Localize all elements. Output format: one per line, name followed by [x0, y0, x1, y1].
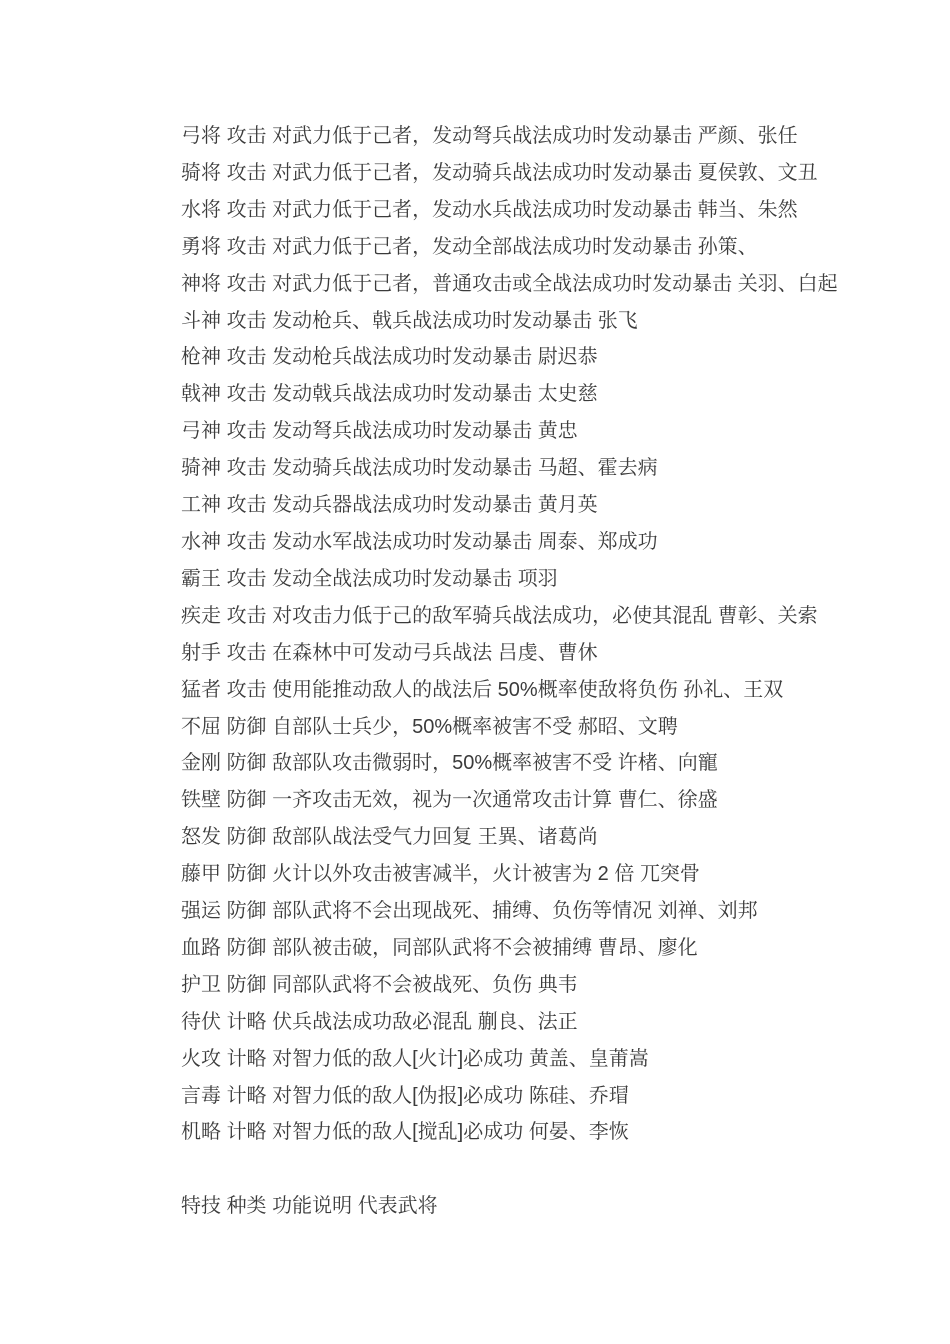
skill-generals: 韩当、朱然: [697, 198, 798, 221]
skill-category: 攻击: [226, 678, 267, 701]
skill-row: [181, 967, 881, 1004]
skill-category: 计略: [226, 1047, 267, 1070]
skill-description: 发动骑兵战法成功时发动暴击: [272, 457, 533, 480]
skill-name: 弓神: [181, 420, 221, 443]
skill-description: 对武力低于己者，普通攻击或全战法成功时发动暴击: [272, 272, 733, 295]
skill-generals: 刘禅、刘邦: [657, 900, 758, 923]
skill-name: 言毒: [181, 1084, 221, 1107]
skill-category: 攻击: [226, 383, 267, 406]
skill-row: [181, 782, 881, 819]
skill-description: 对武力低于己者，发动全部战法成功时发动暴击: [272, 235, 693, 258]
skill-category: 防御: [226, 826, 267, 849]
skill-name: 戟神: [181, 383, 221, 406]
skill-row: [181, 635, 881, 672]
skill-name: 铁壁: [181, 789, 221, 812]
skill-name: 水神: [181, 530, 221, 553]
skill-category: 攻击: [226, 198, 267, 221]
skill-table: [181, 118, 881, 1151]
skill-category: 防御: [226, 752, 267, 775]
skill-row: [181, 376, 881, 413]
skill-row: [181, 303, 881, 340]
skill-row: [181, 819, 881, 856]
skill-generals: 蒯良、法正: [477, 1010, 578, 1033]
skill-description: 对智力低的敌人[搅乱]必成功: [272, 1121, 524, 1144]
skill-generals: 何晏、李恢: [528, 1121, 629, 1144]
skill-category: 防御: [226, 973, 267, 996]
skill-generals: 夏侯敦、文丑: [697, 161, 818, 184]
skill-row: [181, 893, 881, 930]
skill-category: 防御: [226, 715, 267, 738]
skill-description: 对武力低于己者，发动骑兵战法成功时发动暴击: [272, 161, 693, 184]
skill-row: [181, 1114, 881, 1151]
skill-row: [181, 856, 881, 893]
skill-description: 对智力低的敌人[火计]必成功: [272, 1047, 524, 1070]
blank-line: [181, 1151, 881, 1188]
skill-description: 部队被击破，同部队武将不会被捕缚: [272, 936, 593, 959]
skill-row: [181, 266, 881, 303]
skill-category: 攻击: [226, 457, 267, 480]
skill-name: 金刚: [181, 752, 221, 775]
skill-generals: 曹彰、关索: [717, 604, 818, 627]
skill-row: [181, 598, 881, 635]
skill-name: 枪神: [181, 346, 221, 369]
skill-generals: 许楮、向寵: [617, 752, 718, 775]
skill-generals: 黄月英: [537, 494, 598, 517]
skill-category: 攻击: [226, 161, 267, 184]
skill-row: [181, 672, 881, 709]
skill-row: [181, 192, 881, 229]
skill-name: 弓将: [181, 125, 221, 147]
skill-name: 机略: [181, 1121, 221, 1144]
skill-description: 发动兵器战法成功时发动暴击: [272, 494, 533, 517]
skill-name: 不屈: [181, 715, 221, 738]
skill-category: 攻击: [226, 641, 267, 664]
skill-category: 攻击: [226, 420, 267, 443]
skill-row: [181, 339, 881, 376]
skill-row: [181, 930, 881, 967]
skill-description: 发动戟兵战法成功时发动暴击: [272, 383, 533, 406]
skill-name: 骑神: [181, 457, 221, 480]
skill-category: 防御: [226, 789, 267, 812]
skill-name: 怒发: [181, 826, 221, 849]
skill-description: 对武力低于己者，发动弩兵战法成功时发动暴击: [272, 125, 693, 147]
skill-category: 攻击: [226, 604, 267, 627]
skill-generals: 陈硅、乔瑁: [528, 1084, 629, 1107]
skill-generals: 黄忠: [537, 420, 578, 443]
skill-generals: 兀突骨: [639, 863, 700, 886]
skill-row: [181, 1004, 881, 1041]
skill-description: 对智力低的敌人[伪报]必成功: [272, 1084, 524, 1107]
skill-category: 防御: [226, 863, 267, 886]
skill-generals: 黄盖、皇莆嵩: [528, 1047, 649, 1070]
skill-generals: 曹仁、徐盛: [617, 789, 718, 812]
skill-description: 对攻击力低于己的敌军骑兵战法成功，必使其混乱: [272, 604, 713, 627]
skill-name: 待伏: [181, 1010, 221, 1033]
skill-name: 护卫: [181, 973, 221, 996]
skill-generals: 关羽、白起: [737, 272, 838, 295]
skill-description: 对武力低于己者，发动水兵战法成功时发动暴击: [272, 198, 693, 221]
skill-category: 攻击: [226, 272, 267, 295]
skill-generals: 典韦: [537, 973, 578, 996]
skill-name: 霸王: [181, 567, 221, 590]
skill-description: 在森林中可发动弓兵战法: [272, 641, 493, 664]
skill-generals: 孙策、: [697, 235, 758, 258]
skill-row: [181, 524, 881, 561]
skill-generals: 吕虔、曹休: [497, 641, 598, 664]
header-generals-label: 代表武将: [357, 1195, 438, 1218]
skill-row: [181, 709, 881, 746]
skill-description: 火计以外攻击被害减半，火计被害为 2 倍: [272, 863, 635, 886]
skill-category: 攻击: [226, 235, 267, 258]
skill-description: 敌部队战法受气力回复: [272, 826, 473, 849]
skill-name: 强运: [181, 900, 221, 923]
header-skill-label: 特技: [181, 1195, 221, 1218]
header-description-label: 功能说明: [272, 1195, 353, 1218]
skill-generals: 尉迟恭: [537, 346, 598, 369]
skill-name: 射手: [181, 641, 221, 664]
skill-row: [181, 487, 881, 524]
skill-generals: 项羽: [517, 567, 558, 590]
skill-generals: 曹昂、廖化: [597, 936, 698, 959]
skill-category: 防御: [226, 900, 267, 923]
skill-name: 疾走: [181, 604, 221, 627]
skill-generals: 严颜、张任: [697, 125, 798, 147]
skill-category: 攻击: [226, 125, 267, 147]
table-column-header: [181, 1188, 881, 1225]
skill-description: 敌部队攻击微弱时，50%概率被害不受: [272, 752, 613, 775]
skill-generals: 太史慈: [537, 383, 598, 406]
skill-generals: 王異、诸葛尚: [477, 826, 598, 849]
skill-generals: 周泰、郑成功: [537, 530, 658, 553]
skill-row: [181, 229, 881, 266]
skill-description: 发动水军战法成功时发动暴击: [272, 530, 533, 553]
skill-category: 攻击: [226, 530, 267, 553]
skill-name: 骑将: [181, 161, 221, 184]
skill-row: [181, 745, 881, 782]
skill-generals: 孙礼、王双: [683, 678, 784, 701]
skill-generals: 张飞: [597, 309, 638, 332]
skill-description: 一齐攻击无效，视为一次通常攻击计算: [272, 789, 613, 812]
skill-name: 血路: [181, 936, 221, 959]
skill-description: 发动枪兵战法成功时发动暴击: [272, 346, 533, 369]
skill-description: 部队武将不会出现战死、捕缚、负伤等情况: [272, 900, 653, 923]
skill-category: 计略: [226, 1121, 267, 1144]
skill-category: 攻击: [226, 494, 267, 517]
skill-description: 发动枪兵、戟兵战法成功时发动暴击: [272, 309, 593, 332]
skill-name: 水将: [181, 198, 221, 221]
header-category-label: 种类: [226, 1195, 267, 1218]
skill-generals: 郝昭、文聘: [577, 715, 678, 738]
skill-row: [181, 561, 881, 598]
skill-category: 计略: [226, 1084, 267, 1107]
skill-row: [181, 155, 881, 192]
skill-name: 藤甲: [181, 863, 221, 886]
skill-description: 使用能推动敌人的战法后 50%概率使敌将负伤: [272, 678, 678, 701]
skill-row: [181, 1041, 881, 1078]
skill-row: [181, 118, 881, 155]
skill-name: 勇将: [181, 235, 221, 258]
skill-row: [181, 413, 881, 450]
skill-name: 工神: [181, 494, 221, 517]
skill-category: 攻击: [226, 309, 267, 332]
skill-generals: 马超、霍去病: [537, 457, 658, 480]
skill-category: 计略: [226, 1010, 267, 1033]
skill-description: 发动全战法成功时发动暴击: [272, 567, 513, 590]
skill-name: 神将: [181, 272, 221, 295]
skill-description: 发动弩兵战法成功时发动暴击: [272, 420, 533, 443]
skill-category: 防御: [226, 936, 267, 959]
skill-row: [181, 450, 881, 487]
skill-name: 斗神: [181, 309, 221, 332]
skill-name: 火攻: [181, 1047, 221, 1070]
skill-description: 同部队武将不会被战死、负伤: [272, 973, 533, 996]
article-body: [181, 118, 881, 1225]
skill-description: 伏兵战法成功敌必混乱: [272, 1010, 473, 1033]
skill-name: 猛者: [181, 678, 221, 701]
skill-category: 攻击: [226, 346, 267, 369]
skill-row: [181, 1078, 881, 1115]
skill-description: 自部队士兵少，50%概率被害不受: [272, 715, 573, 738]
skill-category: 攻击: [226, 567, 267, 590]
